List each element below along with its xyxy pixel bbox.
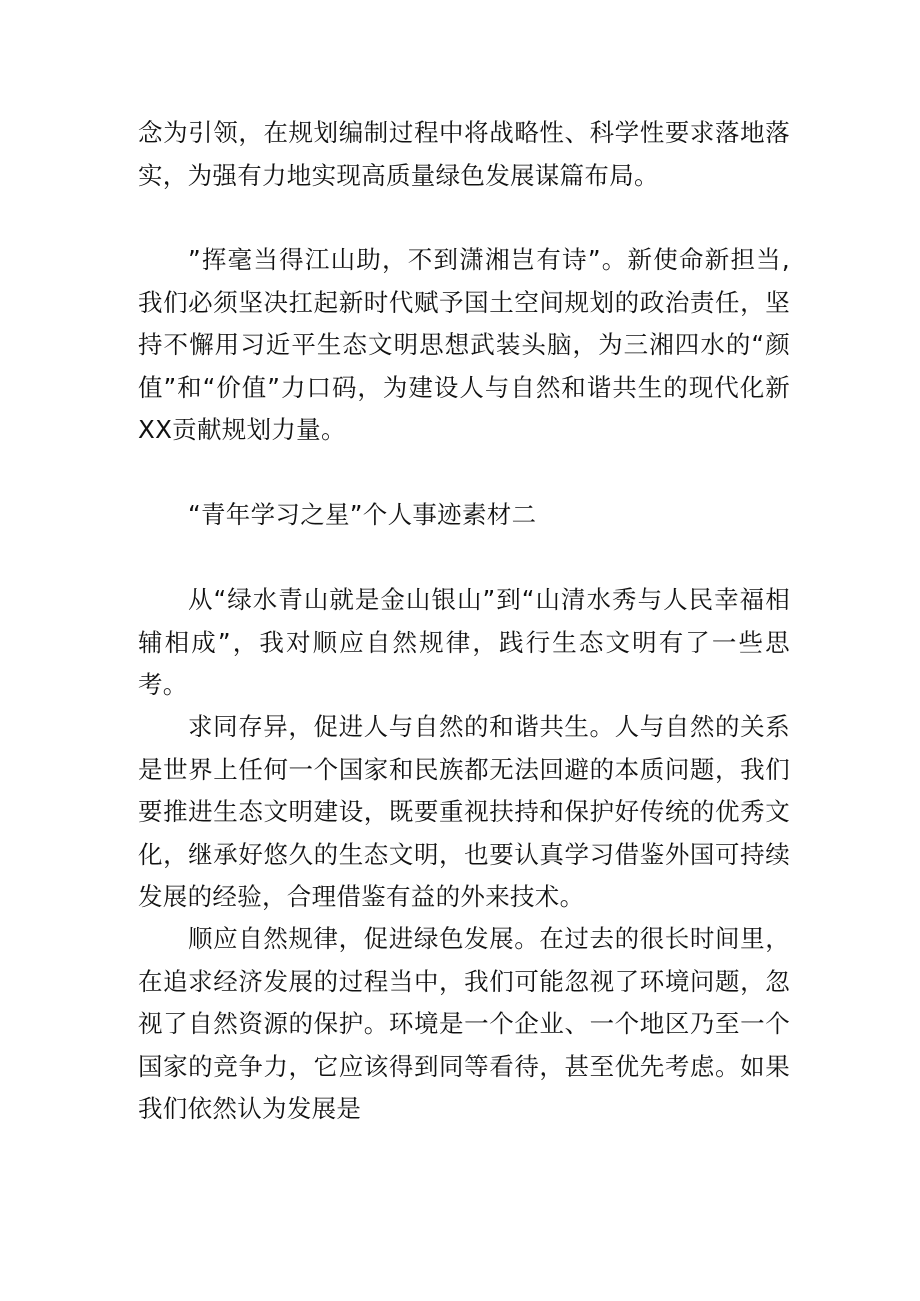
paragraph-continuation: 念为引领，在规划编制过程中将战略性、科学性要求落地落实，为强有力地实现高质量绿色发展谋篇布局。: [138, 118, 790, 190]
paragraph-intro: 从“绿水青山就是金山银山”到“山清水秀与人民幸福相辅相成”，我对顺应自然规律，践行生态文明有了一些思考。: [138, 585, 790, 699]
paragraph-harmony: 求同存异，促进人与自然的和谐共生。人与自然的关系是世界上任何一个国家和民族都无法回避的本质问题，我们要推进生态文明建设，既要重视扶持和保护好传统的优秀文化，继承好悠久的生态文明，也要认真学习借鉴外国可持续发展的经验，合理借鉴有益的外来技术。: [138, 712, 790, 911]
paragraph-poem-quote: ”挥毫当得江山助，不到潇湘岂有诗”。新使命新担当,我们必须坚决扛起新时代赋予国土空间规划的政治责任，坚持不懈用习近平生态文明思想武装头脑，为三湘四水的“颜值”和“价值”力口码，为建设人与自然和谐共生的现代化新XX贡献规划力量。: [138, 245, 790, 444]
paragraph-green-development: 顺应自然规律，促进绿色发展。在过去的很长时间里，在追求经济发展的过程当中，我们可能忽视了环境问题，忽视了自然资源的保护。环境是一个企业、一个地区乃至一个国家的竞争力，它应该得到同等看待，甚至优先考虑。如果我们依然认为发展是: [138, 924, 790, 1123]
section-title: “青年学习之星”个人事迹素材二: [188, 500, 537, 529]
